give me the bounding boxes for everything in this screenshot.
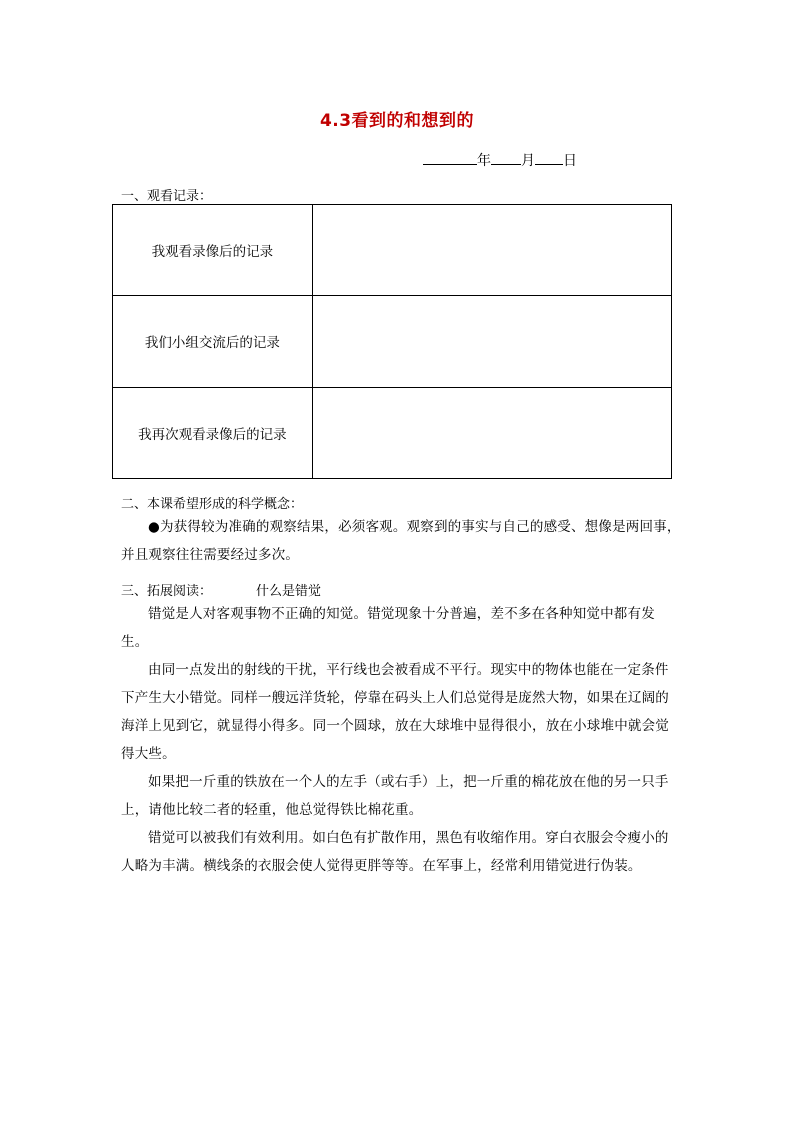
day-blank[interactable] bbox=[535, 150, 563, 165]
day-label: 日 bbox=[563, 153, 577, 169]
reading-paragraph: 由同一点发出的射线的干扰，平行线也会被看成不平行。现实中的物体也能在一定条件下产生大小错觉。同样一艘远洋货轮，停靠在码头上人们总觉得是庞然大物，如果在辽阔的海洋上见到它，就显得小得多。同一个圆球，放在大球堆中显得很小，放在小球堆中就会觉得大些。 bbox=[121, 662, 669, 762]
month-blank[interactable] bbox=[491, 150, 521, 165]
reading-body bbox=[121, 600, 681, 880]
row-label: 我们小组交流后的记录 bbox=[113, 296, 313, 387]
record-cell[interactable] bbox=[312, 205, 671, 296]
row-label: 我再次观看录像后的记录 bbox=[113, 387, 313, 478]
reading-paragraph: 如果把一斤重的铁放在一个人的左手（或右手）上，把一斤重的棉花放在他的另一只手上，请他比较二者的轻重，他总觉得铁比棉花重。 bbox=[121, 774, 669, 818]
record-cell[interactable] bbox=[312, 296, 671, 387]
row-label: 我观看录像后的记录 bbox=[113, 205, 313, 296]
table-row bbox=[113, 296, 672, 387]
month-label: 月 bbox=[521, 153, 535, 169]
record-table bbox=[112, 204, 672, 479]
section-3-heading bbox=[121, 580, 321, 599]
record-cell[interactable] bbox=[312, 387, 671, 478]
date-line bbox=[423, 150, 577, 170]
section-1-heading: 一、观看记录： bbox=[121, 189, 213, 204]
concept-paragraph bbox=[121, 513, 681, 569]
table-row bbox=[113, 387, 672, 478]
reading-paragraph: 错觉可以被我们有效利用。如白色有扩散作用，黑色有收缩作用。穿白衣服会令瘦小的人略为丰满。横线条的衣服会使人觉得更胖等等。在军事上，经常利用错觉进行伪装。 bbox=[121, 830, 669, 874]
year-label: 年 bbox=[477, 153, 491, 169]
page-title: 4.3看到的和想到的 bbox=[319, 111, 475, 131]
section-2-heading: 二、本课希望形成的科学概念： bbox=[121, 497, 304, 512]
table-row bbox=[113, 205, 672, 296]
article-title: 什么是错觉 bbox=[256, 584, 322, 599]
year-blank[interactable] bbox=[423, 150, 477, 165]
reading-paragraph: 错觉是人对客观事物不正确的知觉。错觉现象十分普遍，差不多在各种知觉中都有发生。 bbox=[121, 606, 655, 650]
concept-text: ●为获得较为准确的观察结果，必须客观。观察到的事实与自己的感受、想像是两回事，并且观察往往需要经过多次。 bbox=[121, 519, 681, 563]
section-3-label: 三、拓展阅读： bbox=[121, 584, 213, 599]
